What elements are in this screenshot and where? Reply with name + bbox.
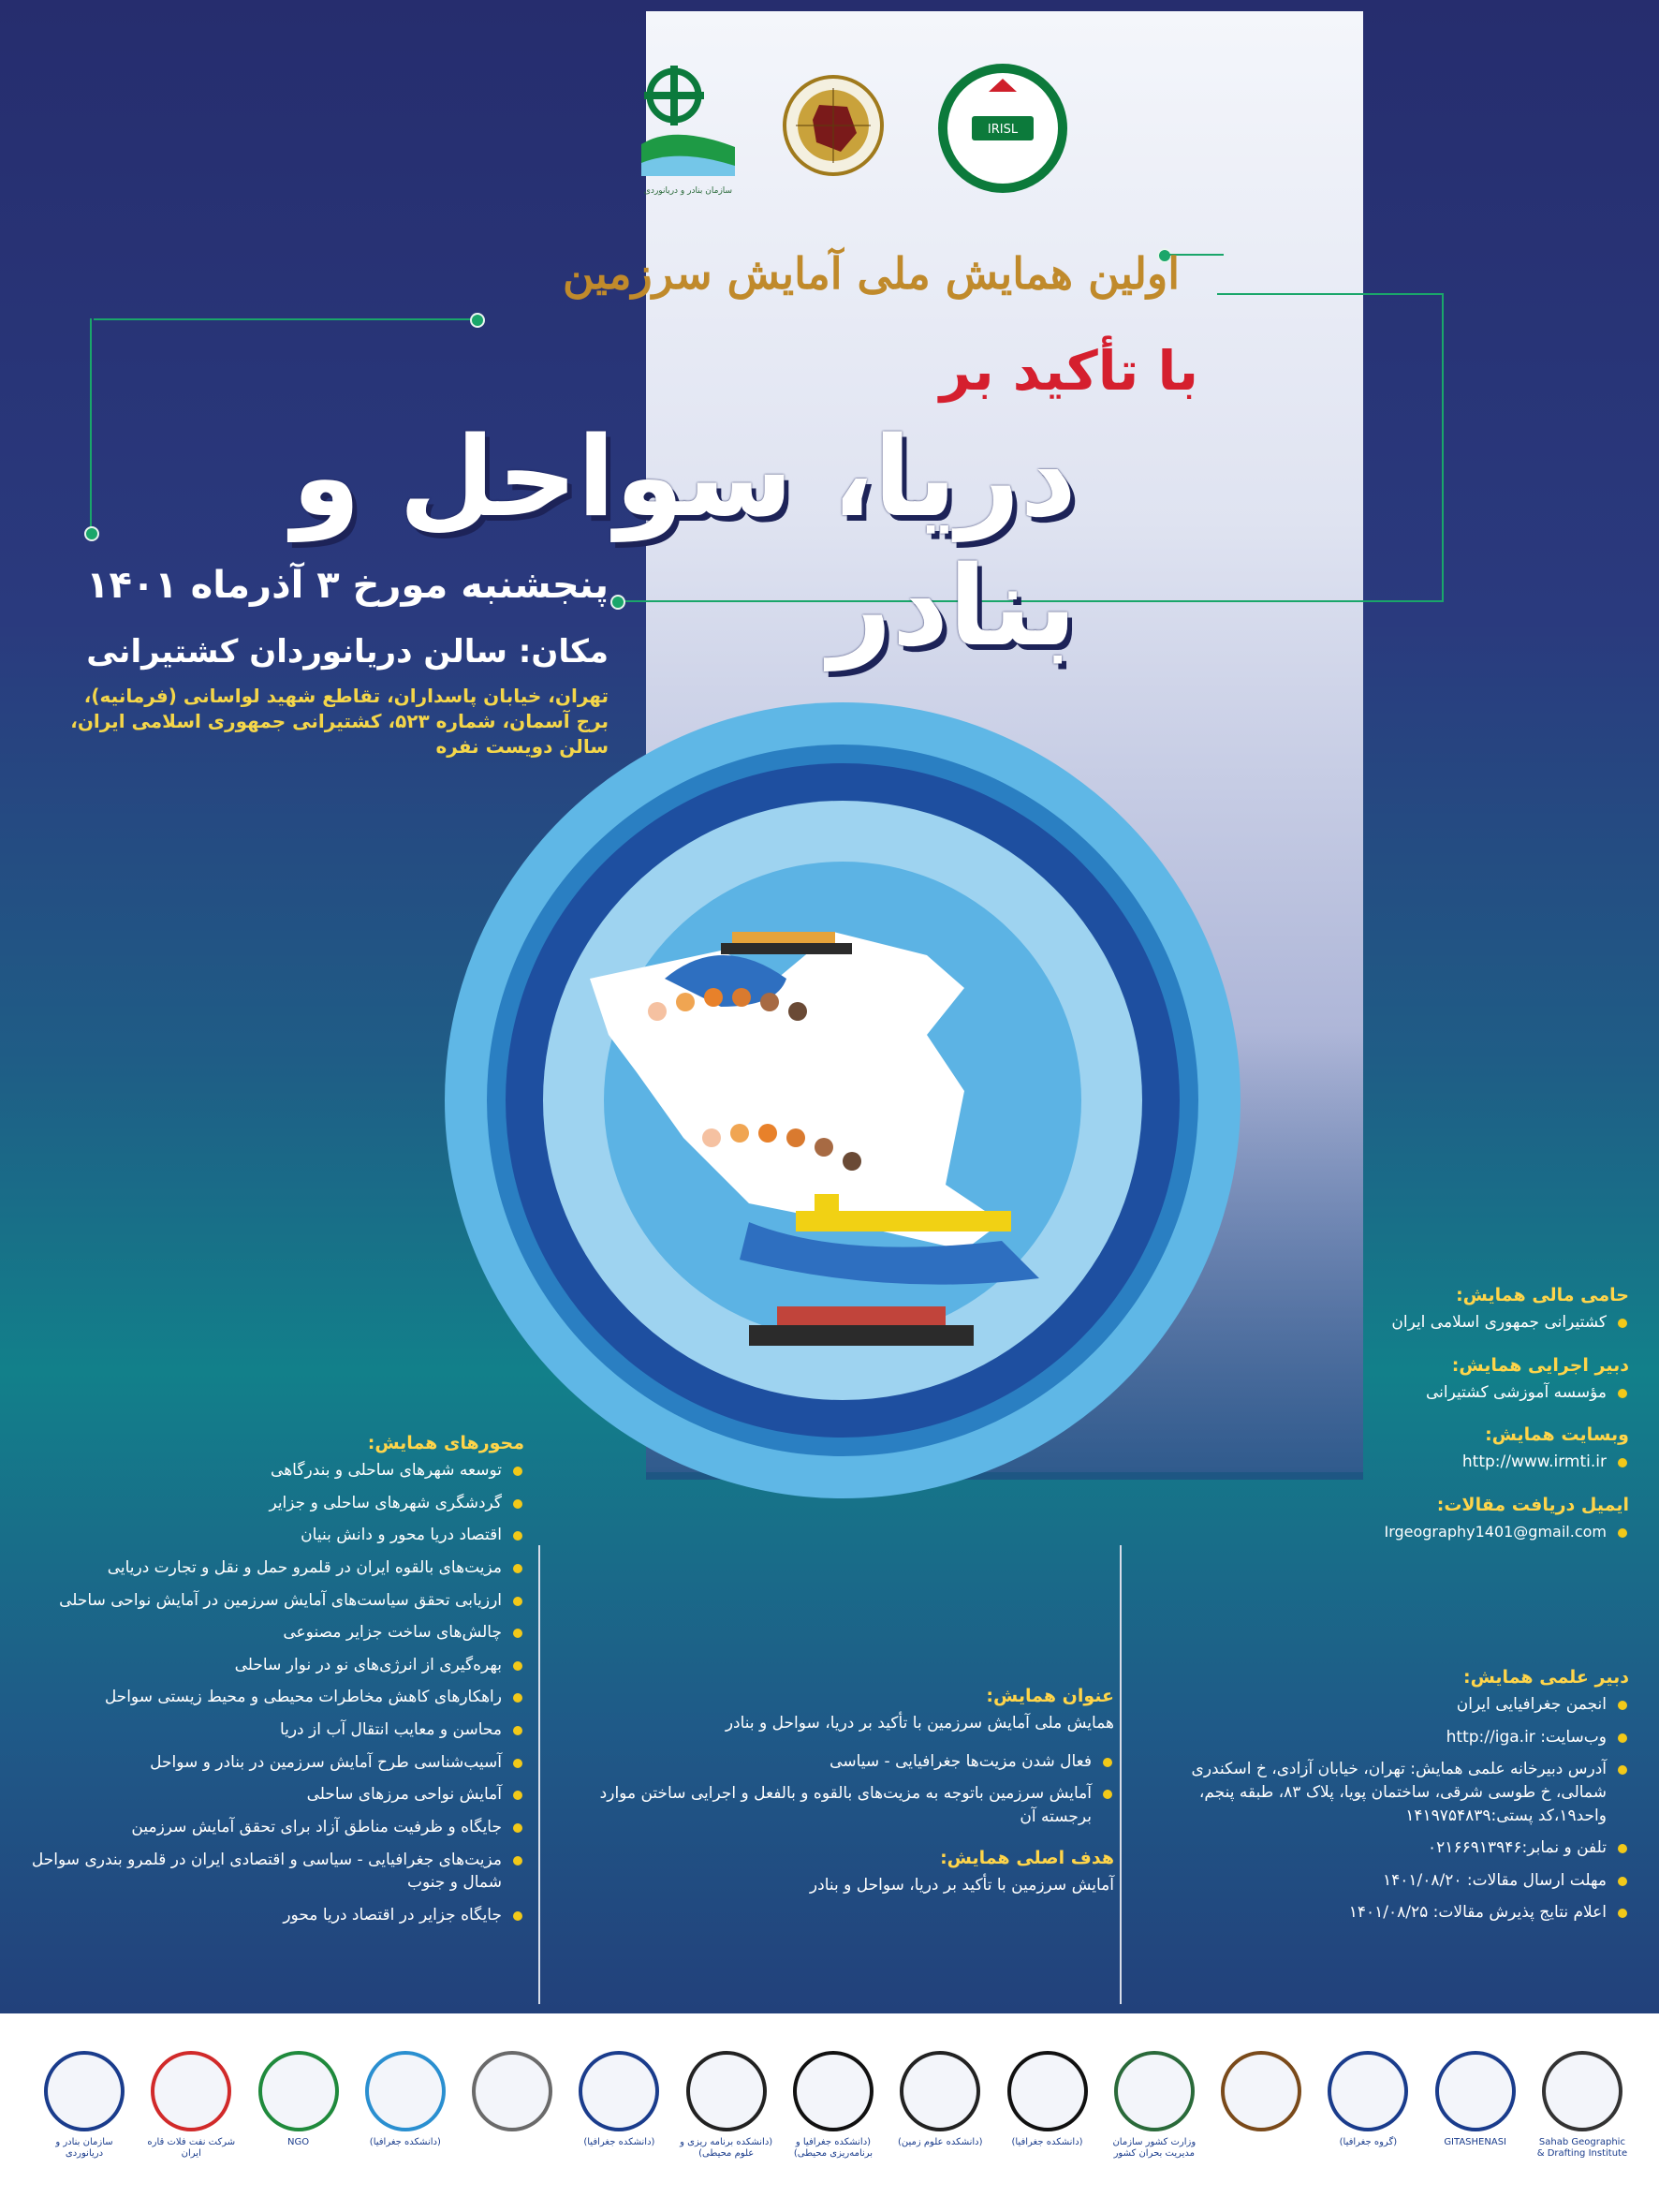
scientific-item[interactable]: وب‌سایت: http://iga.ir — [1157, 1726, 1629, 1749]
exec-list — [1339, 1381, 1629, 1405]
sponsor-logo — [680, 2051, 773, 2160]
sistan-university-logo-icon — [793, 2051, 874, 2131]
sponsor-logo — [1001, 2051, 1094, 2148]
sponsor-caption: (گروه جغرافیا) — [1339, 2137, 1398, 2147]
conference-title-list — [562, 1750, 1114, 1829]
sponsor-logo — [1214, 2051, 1308, 2137]
sponsor-logo — [786, 2051, 880, 2160]
conference-title-line1: اولین همایش ملی آمایش سرزمین — [562, 248, 1180, 299]
conference-title-item: آمایش سرزمین باتوجه به مزیت‌های بالقوه و بالفعل و اجرایی ساختن موارد برجسته آن — [562, 1782, 1114, 1828]
divider-right — [1120, 1545, 1122, 2004]
scientific-item: اعلام نتایج پذیرش مقالات: ۱۴۰۱/۰۸/۲۵ — [1157, 1901, 1629, 1924]
container-ship-icon — [749, 1306, 974, 1346]
sponsor-row — [37, 2051, 1629, 2182]
scientific-item: تلفن و نمابر:۰۲۱۶۶۹۱۳۹۴۶ — [1157, 1836, 1629, 1860]
axes-item: جایگاه جزایر در اقتصاد دریا محور — [19, 1904, 524, 1927]
sponsor-caption: شرکت نفت فلات قاره ایران — [147, 2137, 236, 2159]
email-list — [1339, 1521, 1629, 1542]
axes-section — [19, 1433, 524, 1937]
svg-text:IRISL: IRISL — [987, 123, 1019, 137]
map-illustration — [440, 698, 1245, 1503]
azad-university-logo-icon — [1328, 2051, 1408, 2131]
scientific-heading: دبیر علمی همایش: — [1462, 1667, 1629, 1688]
axes-item: راهکارهای کاهش مخاطرات محیطی و محیط زیستی سواحل — [19, 1686, 524, 1709]
sponsor-caption: (دانشکده جغرافیا) — [583, 2137, 655, 2147]
irisl-logo-icon — [932, 58, 1073, 199]
sponsor-caption: (دانشکده جغرافیا و برنامه‌ریزی محیطی) — [793, 2137, 874, 2159]
sponsor-list — [1339, 1311, 1629, 1335]
scientific-item: آدرس دبیرخانه علمی همایش: تهران، خیابان آزادی، خ اسکندری شمالی، خ طوسی شرقی، ساختمان پویا، پلاک ۸۳، طبقه پنجم، واحد۱۹،کد پستی:۱۴۱۹۷۵۴۸۳۹ — [1157, 1758, 1629, 1827]
sponsor-logo — [465, 2051, 559, 2137]
info-section — [1339, 1264, 1629, 1550]
geography-planning-association-logo-icon — [472, 2051, 552, 2131]
sponsor-logo — [1429, 2051, 1522, 2148]
title-line-2 — [1217, 293, 1442, 295]
iranian-geographical-association-logo-icon — [768, 58, 899, 199]
sponsor-logo — [359, 2051, 452, 2148]
scientific-item: مهلت ارسال مقالات: ۱۴۰۱/۰۸/۲۰ — [1157, 1869, 1629, 1893]
conference-title-text: همایش ملی آمایش سرزمین با تأکید بر دریا، سواحل و بنادر — [725, 1714, 1114, 1733]
title-goal-section — [562, 1686, 1114, 1911]
sponsor-band — [0, 2013, 1659, 2212]
gitashenasi-logo-icon — [1435, 2051, 1516, 2131]
title-line-3 — [1442, 293, 1444, 602]
email-link[interactable]: Irgeography1401@gmail.com — [1339, 1521, 1629, 1542]
conference-title-heading: عنوان همایش: — [986, 1686, 1114, 1706]
axes-item: چالش‌های ساخت جزایر مصنوعی — [19, 1621, 524, 1644]
axes-item: محاسن و معایب انتقال آب از دریا — [19, 1718, 524, 1742]
research-institute-logo-icon — [1221, 2051, 1301, 2131]
website-list — [1339, 1451, 1629, 1474]
sahab-logo-icon — [637, 58, 740, 199]
sponsor-logo — [37, 2051, 131, 2160]
ports-maritime-org-logo-icon — [44, 2051, 125, 2131]
sponsor-logo — [1321, 2051, 1415, 2148]
scientific-item: انجمن جغرافیایی ایران — [1157, 1693, 1629, 1717]
title-dot-4 — [84, 526, 99, 541]
sponsor-caption: NGO — [287, 2137, 310, 2147]
tehran-university-logo-icon — [365, 2051, 446, 2131]
conference-title-line2: با تأکید بر — [939, 339, 1198, 403]
sahab-geographic-logo-icon — [1542, 2051, 1622, 2131]
sponsor-value: کشتیرانی جمهوری اسلامی ایران — [1339, 1311, 1629, 1335]
sponsor-logo — [252, 2051, 345, 2148]
exec-heading: دبیر اجرایی همایش: — [1451, 1354, 1629, 1376]
svg-text:سازمان بنادر و دریانوردی: سازمان بنادر و دریانوردی — [643, 186, 733, 196]
sponsor-logo — [893, 2051, 987, 2148]
sponsor-caption: (دانشکده برنامه ریزی و علوم محیطی) — [680, 2137, 773, 2159]
sponsor-heading: حامی مالی همایش: — [1456, 1285, 1629, 1305]
main-goal-text: آمایش سرزمین با تأکید بر دریا، سواحل و بنادر — [809, 1875, 1114, 1895]
axes-item: مزیت‌های جغرافیایی - سیاسی و اقتصادی ایران در قلمرو بندری سواحل شمال و جنوب — [19, 1849, 524, 1895]
axes-item: گردشگری شهرهای ساحلی و جزایر — [19, 1492, 524, 1515]
sponsor-logo — [1535, 2051, 1629, 2160]
divider-left — [538, 1545, 540, 2004]
axes-item: توسعه شهرهای ساحلی و بندرگاهی — [19, 1459, 524, 1482]
scientific-section — [1157, 1667, 1629, 1934]
title-line-5 — [94, 318, 470, 320]
axes-item: اقتصاد دریا محور و دانش بنیان — [19, 1524, 524, 1547]
axes-item: جایگاه و ظرفیت مناطق آزاد برای تحقق آمایش سرزمین — [19, 1816, 524, 1839]
axes-item: آسیب‌شناسی طرح آمایش سرزمین در بنادر و سواحل — [19, 1751, 524, 1775]
event-date: پنجشنبه مورخ ۳ آذرماه ۱۴۰۱ — [86, 564, 609, 607]
sponsor-logo — [144, 2051, 238, 2160]
sponsor-caption: وزارت کشور سازمان مدیریت بحران کشور — [1112, 2137, 1197, 2159]
axes-list — [19, 1459, 524, 1927]
allameh-university-logo-icon — [686, 2051, 767, 2131]
main-goal-heading: هدف اصلی همایش: — [940, 1847, 1114, 1868]
ship-icon — [721, 932, 852, 954]
axes-item: بهره‌گیری از انرژی‌های نو در نوار ساحلی — [19, 1654, 524, 1677]
event-venue: مکان: سالن دریانوردان کشتیرانی — [86, 633, 609, 671]
event-address: تهران، خیابان پاسداران، تقاطع شهید لواسانی (فرمانیه)، برج آسمان، شماره ۵۲۳، کشتیرانی جمهوری اسلامی ایران، سالن دویست نفره — [70, 685, 609, 758]
isfahan-university-logo-icon — [579, 2051, 659, 2131]
axes-item: مزیت‌های بالقوه ایران در قلمرو حمل و نقل و تجارت دریایی — [19, 1556, 524, 1580]
kharazmi-university-logo-icon — [1007, 2051, 1088, 2131]
exec-value: مؤسسه آموزشی کشتیرانی — [1339, 1381, 1629, 1405]
sponsor-logo — [1108, 2051, 1201, 2160]
interior-ministry-logo-icon — [1114, 2051, 1195, 2131]
nioc-logo-icon — [151, 2051, 231, 2131]
axes-item: ارزیابی تحقق سیاست‌های آمایش سرزمین در آمایش نواحی ساحلی — [19, 1589, 524, 1613]
sponsor-caption: سازمان بنادر و دریانوردی — [55, 2137, 113, 2159]
conference-title-item: فعال شدن مزیت‌ها جغرافیایی - سیاسی — [562, 1750, 1114, 1774]
website-heading: وبسایت همایش: — [1485, 1424, 1629, 1446]
email-heading: ایمیل دریافت مقالات: — [1436, 1494, 1629, 1515]
title-dot-3 — [470, 313, 485, 328]
conference-title-line3: دریا، سواحل و بنادر — [291, 412, 1077, 671]
sponsor-caption: (دانشکده جغرافیا) — [369, 2137, 441, 2147]
website-link[interactable]: http://www.irmti.ir — [1339, 1451, 1629, 1474]
sponsor-logo — [572, 2051, 666, 2148]
ngo-logo-icon — [258, 2051, 339, 2131]
beheshti-university-logo-icon — [900, 2051, 980, 2131]
sponsor-caption: (دانشکده جغرافیا) — [1011, 2137, 1083, 2147]
sponsor-caption: Sahab Geographic & Drafting Institute — [1536, 2137, 1628, 2159]
sponsor-caption: GITASHENASI — [1444, 2137, 1506, 2147]
axes-heading: محورهای همایش: — [367, 1433, 524, 1453]
scientific-list — [1157, 1693, 1629, 1924]
title-line-6 — [90, 318, 92, 530]
sponsor-caption: (دانشکده علوم زمین) — [897, 2137, 983, 2147]
axes-item: آمایش نواحی مرزهای ساحلی — [19, 1783, 524, 1806]
